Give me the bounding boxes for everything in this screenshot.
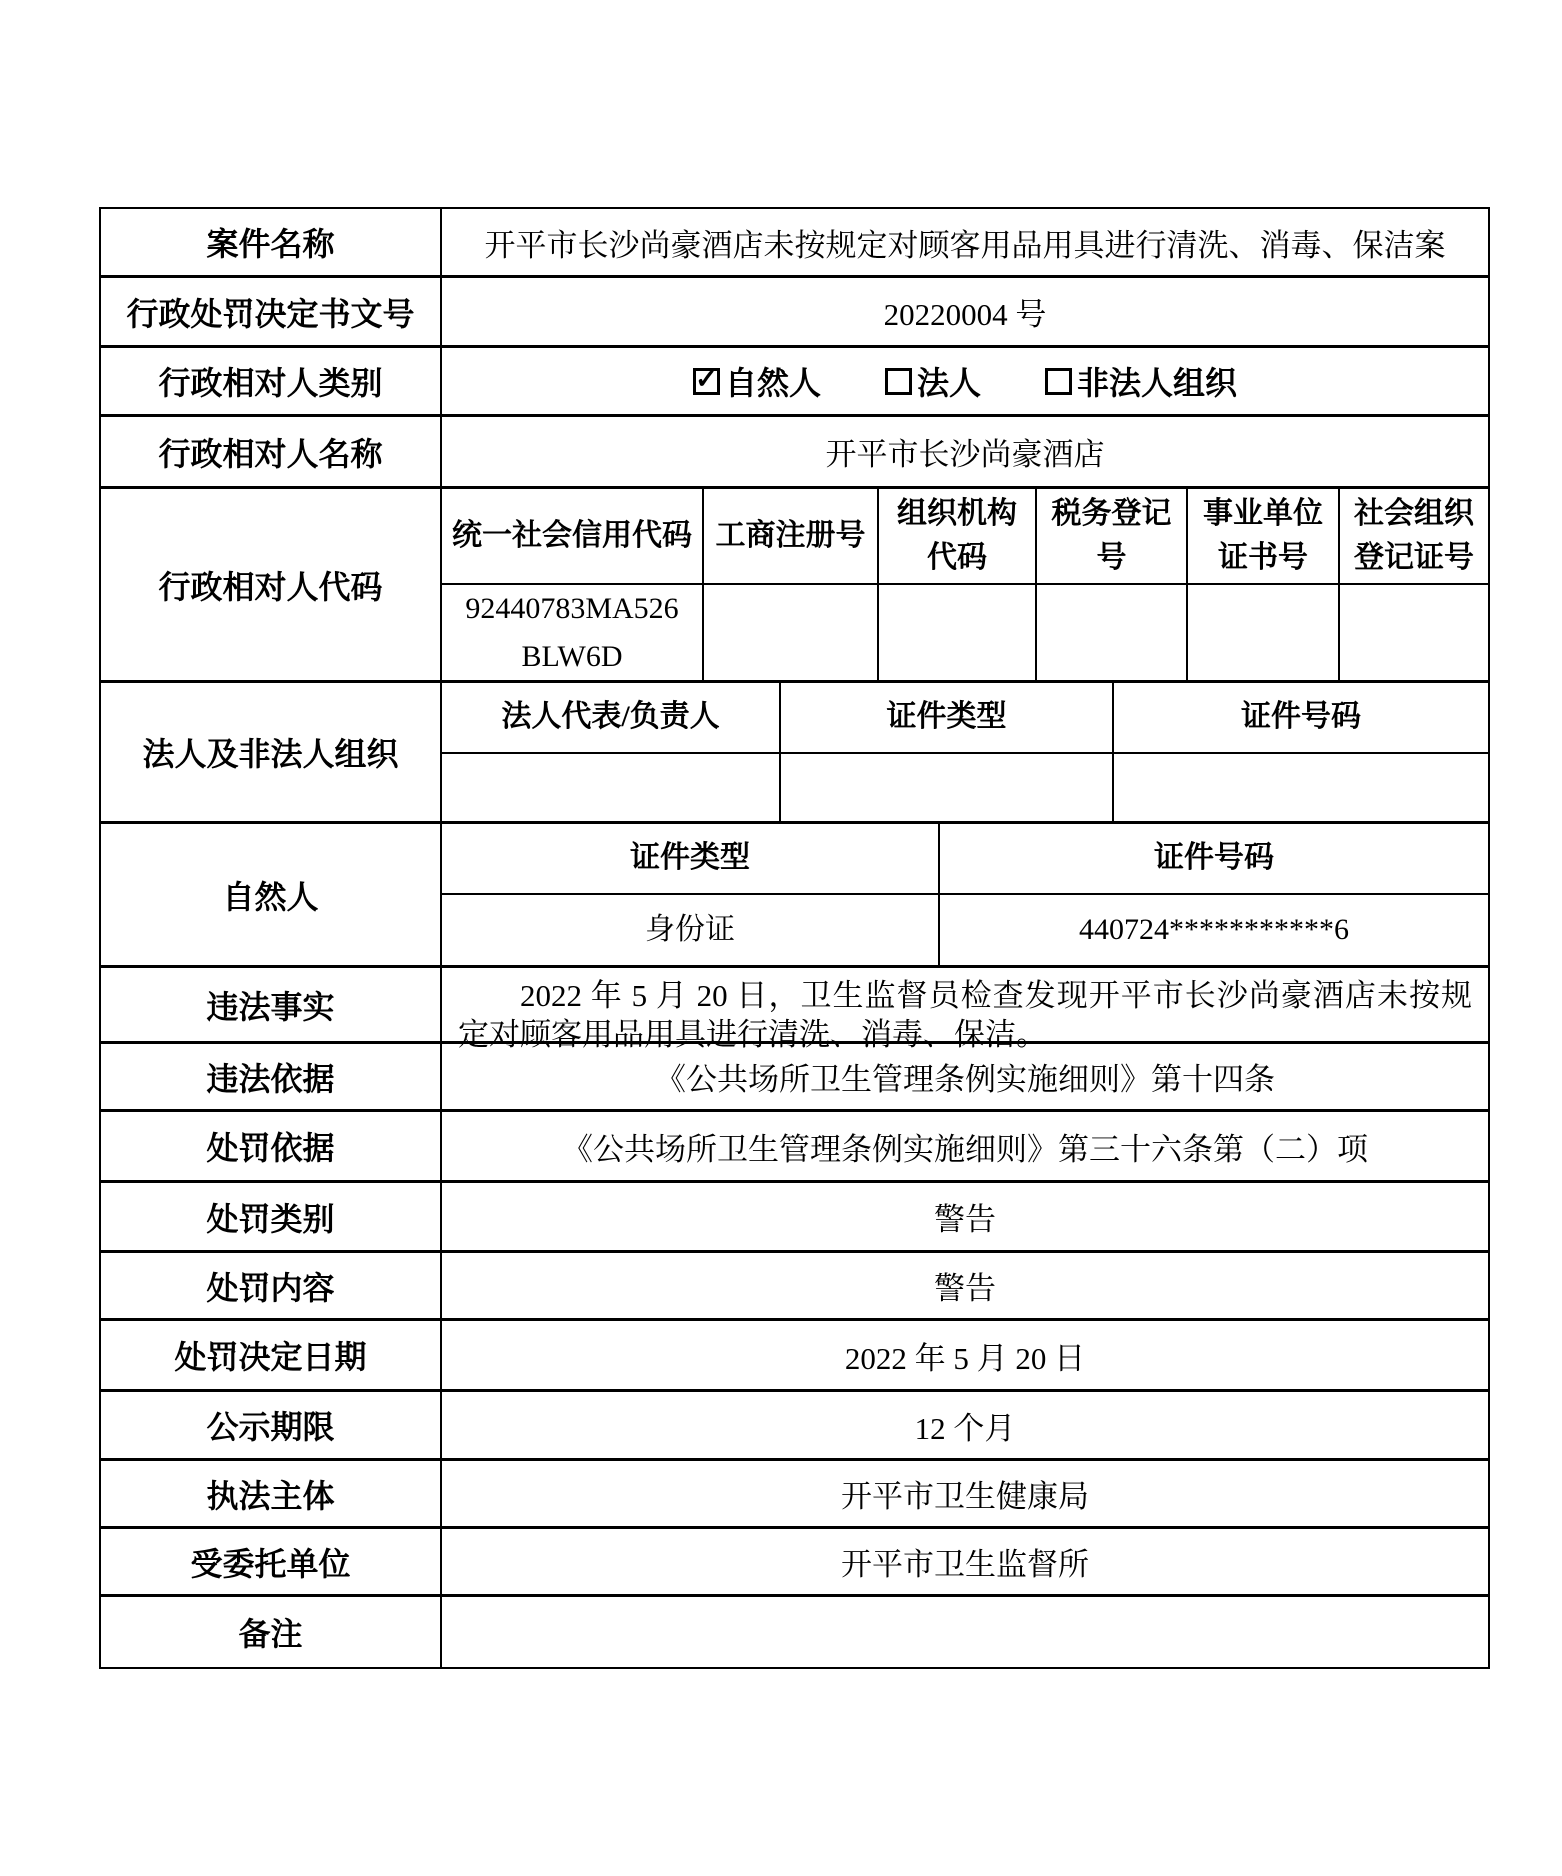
table-row-enforcement-body [101, 1461, 1488, 1529]
row-value: 《公共场所卫生管理条例实施细则》第十四条 [655, 1062, 1275, 1097]
row-label: 执法主体 [101, 1461, 442, 1526]
row-label: 受委托单位 [101, 1529, 442, 1594]
party-code-subtable [442, 489, 1488, 680]
column-header: 证件号码 [1154, 841, 1274, 875]
row-label: 案件名称 [101, 209, 442, 275]
column-value [879, 585, 1037, 680]
row-label: 处罚类别 [101, 1183, 442, 1250]
row-value [442, 1597, 1488, 1667]
table-row-remarks [101, 1597, 1488, 1667]
checkbox-label: 自然人 [724, 365, 821, 401]
row-label: 处罚依据 [101, 1112, 442, 1180]
column-value [1340, 585, 1488, 680]
penalty-decision-table [99, 207, 1490, 1669]
column-value: 440724***********6 [1079, 912, 1349, 946]
party-category-option-unincorporated [1045, 358, 1237, 404]
row-value: 警告 [934, 1271, 996, 1306]
column-header: 税务登记号 [1037, 489, 1188, 583]
check-mark: ✓ [695, 363, 718, 394]
table-row-illegal-fact [101, 968, 1488, 1052]
row-label: 违法事实 [101, 968, 442, 1041]
party-code-header-row [442, 489, 1488, 585]
column-value: 身份证 [442, 895, 940, 966]
checkbox-unchecked-icon [885, 368, 912, 395]
row-label: 违法依据 [101, 1044, 442, 1109]
column-value [1188, 585, 1340, 680]
natural-person-subtable [442, 824, 1488, 965]
column-header: 工商注册号 [704, 489, 879, 583]
column-header: 组织机构代码 [879, 489, 1037, 583]
checkbox-label: 法人 [916, 365, 981, 401]
column-header: 社会组织登记证号 [1354, 497, 1474, 574]
party-category-option-natural-person [693, 358, 821, 404]
table-row-party-code [101, 489, 1488, 683]
table-row-party-category [101, 348, 1488, 417]
table-row-legal-entity [101, 683, 1488, 824]
row-label: 行政相对人代码 [101, 489, 442, 680]
table-row-penalty-date [101, 1321, 1488, 1392]
row-value: 警告 [934, 1202, 996, 1237]
table-row-decision-doc-no [101, 278, 1488, 348]
table-row-publicity-period [101, 1392, 1488, 1461]
row-value: 2022 年 5 月 20 日，卫生监督员检查发现开平市长沙尚豪酒店未按规定对顾客用品用具进行清洗、消毒、保洁。 [458, 978, 1472, 1052]
row-value: 开平市长沙尚豪酒店 [825, 437, 1105, 472]
column-header: 事业单位证书号 [1188, 489, 1340, 583]
row-label: 处罚内容 [101, 1253, 442, 1318]
table-row-penalty-category [101, 1183, 1488, 1253]
row-value: 12 个月 [914, 1410, 1016, 1446]
column-value [781, 754, 1114, 822]
checkbox-checked-icon [693, 363, 720, 395]
table-row-entrusted-unit [101, 1529, 1488, 1597]
party-code-value-row [442, 585, 1488, 680]
column-value: 92440783MA526BLW6D [442, 585, 704, 680]
row-label: 自然人 [101, 824, 442, 965]
column-header: 统一社会信用代码 [442, 489, 704, 583]
column-value [1037, 585, 1188, 680]
party-category-options [442, 348, 1488, 414]
table-row-party-name [101, 417, 1488, 489]
column-value [704, 585, 879, 680]
legal-entity-value-row [442, 754, 1488, 822]
row-label: 行政相对人名称 [101, 417, 442, 486]
row-value: 开平市卫生健康局 [841, 1479, 1089, 1514]
legal-entity-header-row [442, 683, 1488, 754]
row-label: 处罚决定日期 [101, 1321, 442, 1389]
row-value: 2022 年 5 月 20 日 [844, 1340, 1086, 1376]
checkbox-label: 非法人组织 [1077, 365, 1238, 401]
row-label: 行政相对人类别 [101, 348, 442, 414]
party-category-option-legal-person [885, 358, 981, 404]
row-label: 法人及非法人组织 [101, 683, 442, 821]
row-value: 20220004 号 [883, 297, 1047, 332]
row-label: 备注 [101, 1597, 442, 1667]
column-header: 证件类型 [781, 683, 1114, 752]
row-value: 开平市长沙尚豪酒店未按规定对顾客用品用具进行清洗、消毒、保洁案 [484, 227, 1446, 263]
checkbox-unchecked-icon [1045, 368, 1072, 395]
legal-entity-subtable [442, 683, 1488, 821]
table-row-penalty-content [101, 1253, 1488, 1321]
row-value: 《公共场所卫生管理条例实施细则》第三十六条第（二）项 [562, 1131, 1368, 1167]
row-label: 公示期限 [101, 1392, 442, 1458]
natural-person-header-row [442, 824, 1488, 895]
column-header: 证件类型 [442, 824, 940, 893]
column-value [1114, 754, 1488, 822]
table-row-natural-person [101, 824, 1488, 968]
column-header: 法人代表/负责人 [442, 683, 781, 752]
row-value: 开平市卫生监督所 [841, 1547, 1089, 1582]
column-value [442, 754, 781, 822]
column-header: 证件号码 [1241, 700, 1361, 734]
table-row-illegal-basis [101, 1044, 1488, 1112]
table-row-penalty-basis [101, 1112, 1488, 1183]
natural-person-value-row [442, 895, 1488, 966]
row-label: 行政处罚决定书文号 [101, 278, 442, 345]
table-row-case-name [101, 209, 1488, 278]
